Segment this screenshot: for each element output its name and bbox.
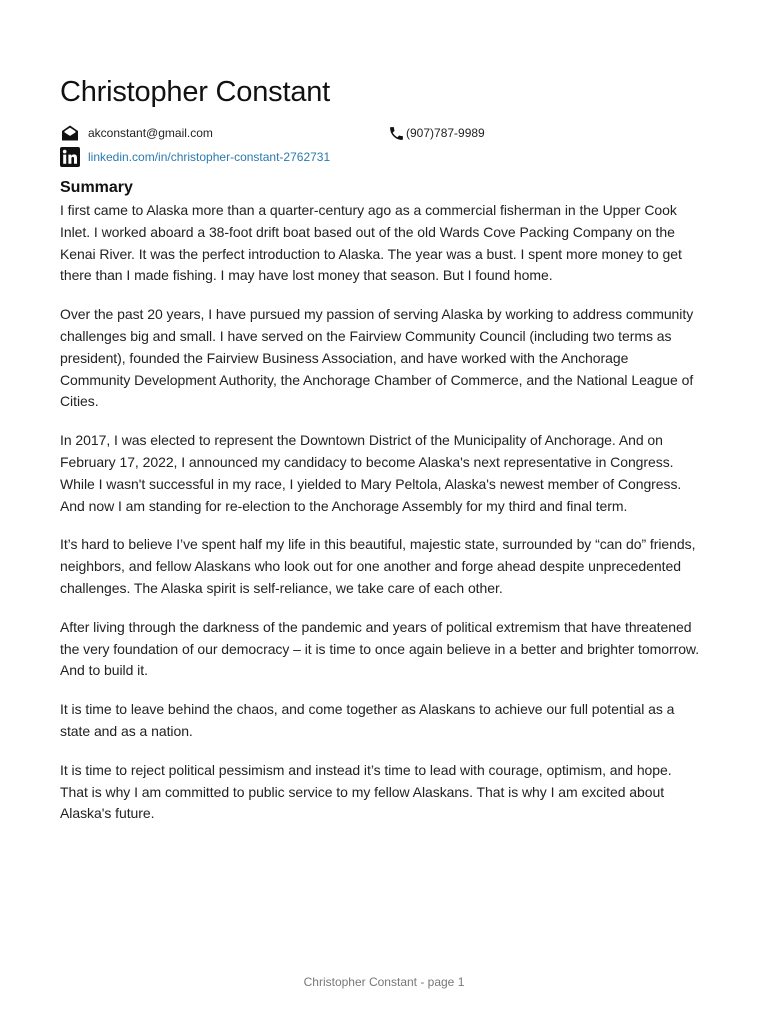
resume-page <box>60 72 700 842</box>
phone-icon <box>388 123 405 143</box>
phone-contact[interactable] <box>388 122 485 144</box>
summary-paragraph: In 2017, I was elected to represent the Downtown District of the Municipality of Anchorage. And on February 17, 2022, I announced my candidacy to become Alaska's next representative in Congress. While I wasn't successful in my race, I yielded to Mary Peltola, Alaska's newest member of Congress. And now I am standing for re-election to the Anchorage Assembly for my third and final term. <box>60 432 682 514</box>
page-footer: Christopher Constant - page 1 <box>303 975 465 989</box>
summary-heading: Summary <box>60 179 133 196</box>
contact-row-1 <box>60 122 700 146</box>
summary-paragraph: After living through the darkness of the pandemic and years of political extremism that have threatened the very foundation of our democracy – it is time to once again believe in a better and brighter tomorrow. And to build it. <box>60 618 700 679</box>
summary-paragraph: Over the past 20 years, I have pursued my passion of serving Alaska by working to address community challenges big and small. I have served on the Fairview Community Council (including two terms as president), founded the Fairview Business Association, and have worked with the Anchorage Community Development Authority, the Anchorage Chamber of Commerce, and the National League of Cities. <box>60 306 694 410</box>
envelope-open-icon <box>60 123 80 143</box>
contact-row-2 <box>60 146 700 170</box>
page-title: Christopher Constant <box>60 76 331 108</box>
linkedin-icon <box>60 147 80 167</box>
summary-paragraph: I first came to Alaska more than a quarter-century ago as a commercial fisherman in the Upper Cook Inlet. I worked aboard a 38-foot drift boat based out of the old Wards Cove Packing Company on the Kenai River. It was the perfect introduction to Alaska. The year was a bust. I spent more money to get there than I made fishing. I may have lost money that season. But I found home. <box>60 202 682 284</box>
summary-paragraph: It is time to reject political pessimism and instead it’s time to lead with courage, optimism, and hope. That is why I am committed to public service to my fellow Alaskans. That is why I am excited about Alaska's future. <box>60 761 672 822</box>
summary-paragraph: It is time to leave behind the chaos, and come together as Alaskans to achieve our full potential as a state and as a nation. <box>60 701 675 739</box>
phone-text: (907)787-9989 <box>406 126 485 140</box>
email-text: akconstant@gmail.com <box>88 126 213 140</box>
linkedin-contact[interactable] <box>60 146 330 168</box>
linkedin-link[interactable]: linkedin.com/in/christopher-constant-2762731 <box>88 150 331 164</box>
summary-paragraph: It’s hard to believe I’ve spent half my life in this beautiful, majestic state, surrounded by “can do” friends, neighbors, and fellow Alaskans who look out for one another and forge ahead despite unprecedented challenges. The Alaska spirit is self-reliance, we take care of each other. <box>60 536 696 596</box>
email-contact[interactable] <box>60 122 213 144</box>
